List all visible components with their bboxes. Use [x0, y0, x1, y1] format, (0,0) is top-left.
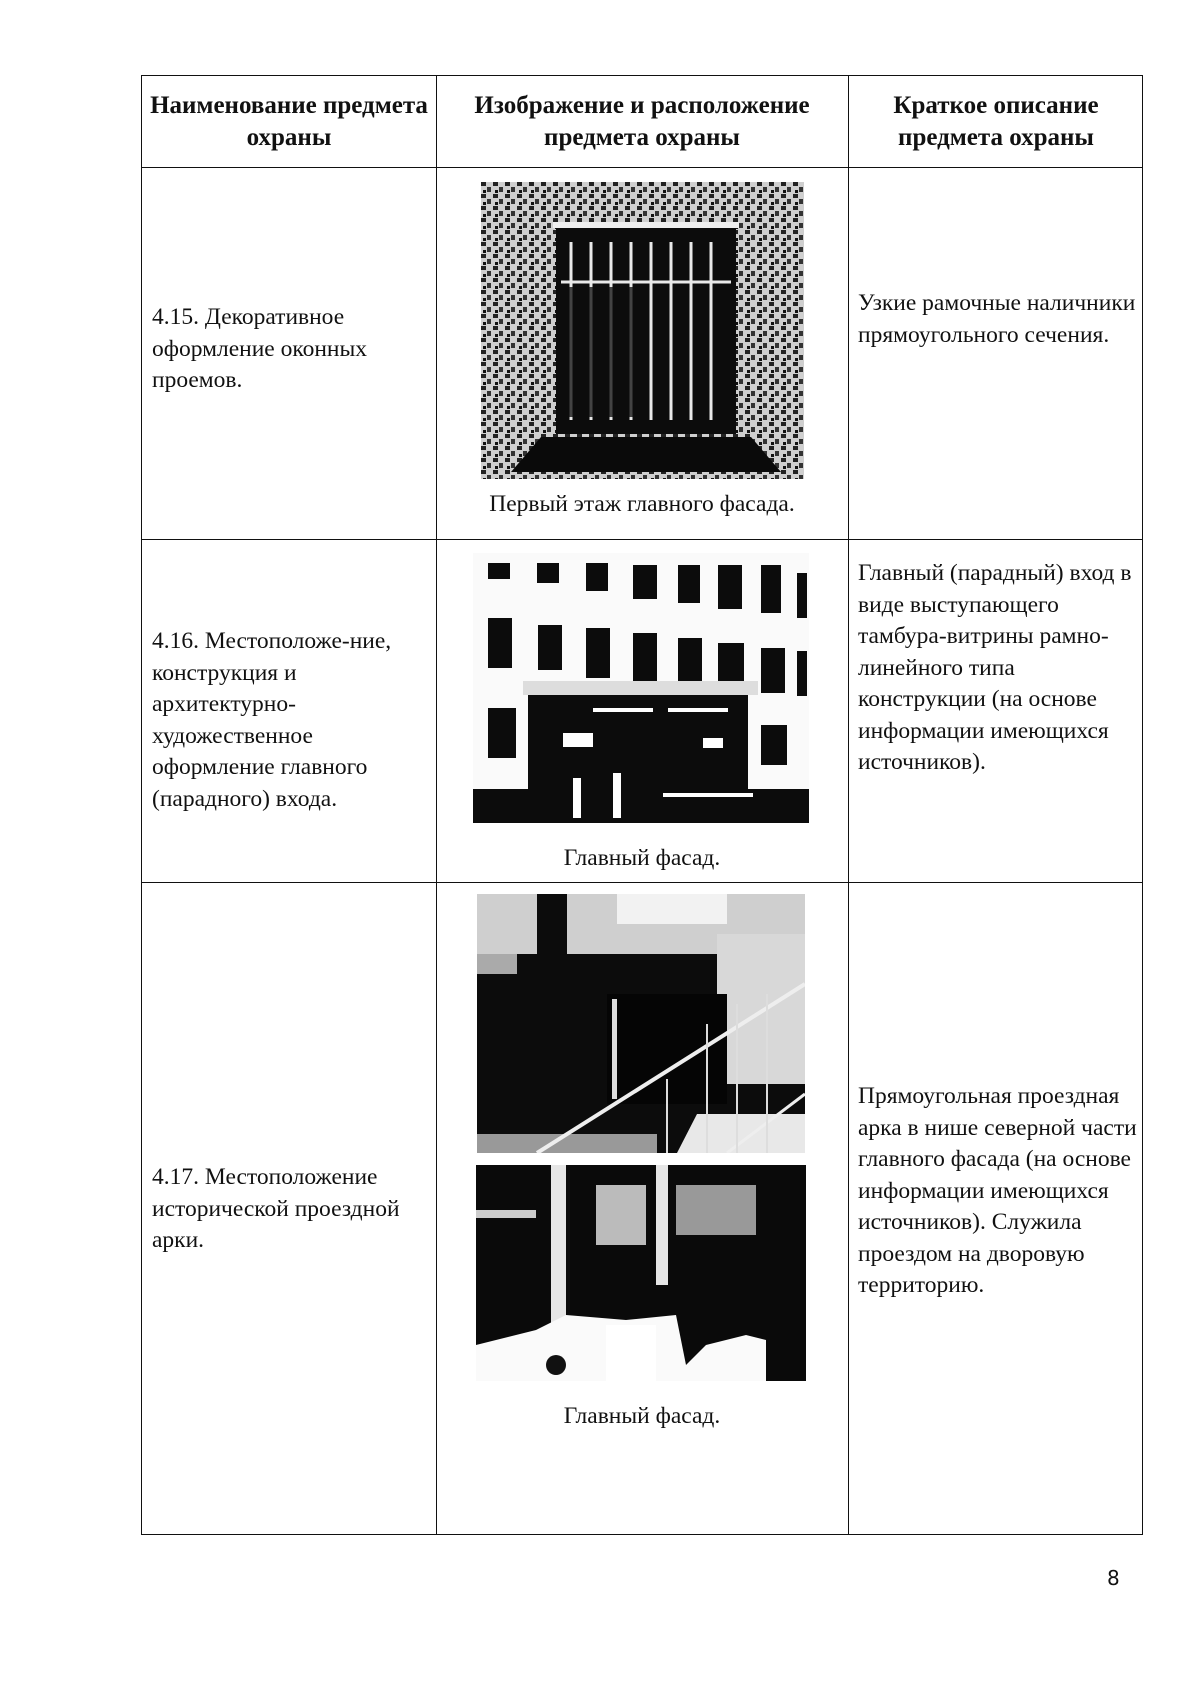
row-4-16-description: Главный (парадный) вход в виде выступающего тамбура-витрины рамно-линейного типа конструкции (на основе информации имеющихся источников). [858, 560, 1132, 775]
row-divider [142, 539, 1142, 540]
row-4-15-description: Узкие рамочные наличники прямоугольного сечения. [858, 290, 1136, 348]
row-divider [142, 882, 1142, 883]
arch-niche-photo-top [477, 894, 805, 1153]
row-4-17-caption: Главный фасад. [563, 1403, 721, 1429]
row-4-16-caption: Главный фасад. [563, 845, 721, 871]
row-divider [142, 167, 1142, 168]
window-with-grille-photo [481, 182, 804, 479]
arch-niche-photo-bottom [476, 1165, 806, 1381]
row-4-15-caption: Первый этаж главного фасада. [489, 491, 795, 517]
row-4-15-name: 4.15. Декоративное оформление оконных проемов. [152, 304, 368, 393]
protection-subjects-table [141, 75, 1143, 1535]
header-image: Изображение и расположение предмета охраны [474, 91, 810, 151]
page-number: 8 [1107, 1566, 1120, 1590]
row-4-16-name: 4.16. Местоположе-ние, конструкция и архитектурно-художественное оформление главного (парадного) входа. [152, 628, 392, 812]
header-description: Краткое описание предмета охраны [893, 91, 1099, 151]
header-name: Наименование предмета охраны [150, 91, 428, 151]
row-4-17-name: 4.17. Местоположение исторической проездной арки. [152, 1164, 400, 1253]
main-entrance-facade-photo [473, 553, 809, 823]
column-divider [436, 76, 437, 1534]
row-4-17-description: Прямоугольная проездная арка в нише северной части главного фасада (на основе информации имеющихся источников). Служила проездом на дворовую территорию. [858, 1083, 1137, 1298]
